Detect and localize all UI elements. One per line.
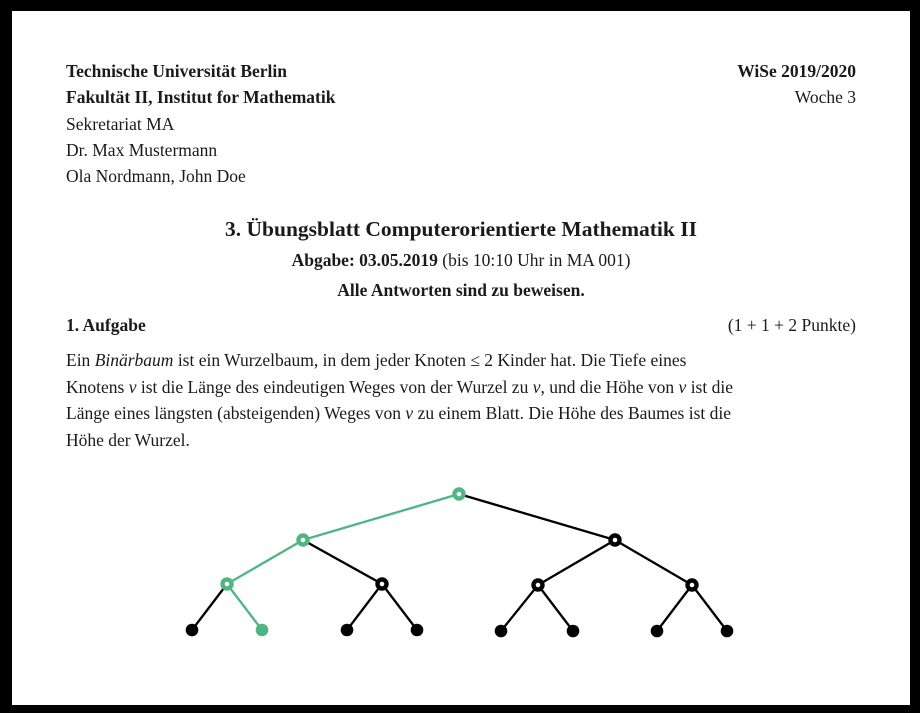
- tree-leaf-node: [341, 624, 354, 637]
- tree-inner-node: [534, 581, 543, 590]
- paragraph-line: Ein Binärbaum ist ein Wurzelbaum, in dem jeder Knoten ≤ 2 Kinder hat. Die Tiefe eines: [66, 350, 687, 371]
- tree-leaf-node: [495, 625, 508, 638]
- paragraph-line: Länge eines längsten (absteigenden) Weges von v zu einem Blatt. Die Höhe des Baumes ist die: [66, 403, 732, 424]
- secretariat-line: Sekretariat MA: [66, 113, 175, 134]
- header: [66, 58, 856, 189]
- lecturer-line: Dr. Max Mustermann: [66, 139, 218, 160]
- university-name: Technische Universität Berlin: [66, 61, 288, 81]
- exercise-number: 1. Aufgabe: [66, 315, 146, 336]
- exercise-heading-row: [66, 312, 856, 338]
- deadline-date: Abgabe: 03.05.2019: [291, 250, 438, 271]
- tree-edge: [227, 584, 262, 630]
- tree-inner-node: [223, 580, 232, 589]
- deadline-line: [66, 247, 856, 273]
- faculty-name: Fakultät II, Institut for Mathematik: [66, 87, 336, 108]
- tree-leaf-node: [721, 625, 734, 638]
- header-right: [737, 58, 856, 189]
- proof-instruction-note: Alle Antworten sind zu beweisen.: [337, 280, 585, 301]
- tree-leaf-node: [651, 625, 664, 638]
- tree-leaf-node: [567, 625, 580, 638]
- paragraph-line: Höhe der Wurzel.: [66, 429, 190, 450]
- tree-inner-node: [611, 536, 620, 545]
- tree-edge: [347, 584, 382, 630]
- tree-edge: [303, 540, 382, 584]
- tree-inner-node: [299, 536, 308, 545]
- tree-edge: [459, 494, 615, 540]
- tree-edge: [657, 585, 692, 631]
- exercise-points: (1 + 1 + 2 Punkte): [727, 315, 856, 336]
- tree-inner-node: [378, 580, 387, 589]
- tree-edge: [538, 585, 573, 631]
- tree-edge: [192, 584, 227, 630]
- tree-inner-node: [688, 581, 697, 590]
- tree-leaf-node: [186, 624, 199, 637]
- tree-edge: [692, 585, 727, 631]
- week-line: Woche 3: [794, 87, 856, 108]
- tree-edge: [501, 585, 538, 631]
- exercise-paragraph: [66, 347, 856, 453]
- deadline-details: (bis 10:10 Uhr in MA 001): [437, 250, 631, 271]
- semester-line: WiSe 2019/2020: [737, 61, 856, 81]
- tree-edge: [227, 540, 303, 584]
- tree-edge: [303, 494, 459, 540]
- paragraph-line: Knotens v ist die Länge des eindeutigen Weges von der Wurzel zu v, und die Höhe von v ist die: [66, 376, 733, 397]
- header-left: [66, 58, 335, 189]
- tree-inner-node: [455, 490, 464, 499]
- tree-leaf-node: [256, 624, 269, 637]
- sheet-title: 3. Übungsblatt Computerorientierte Mathematik II: [225, 217, 697, 242]
- tree-edge: [615, 540, 692, 585]
- tree-edge: [382, 584, 417, 630]
- tree-edge: [538, 540, 615, 585]
- tree-leaf-node: [411, 624, 424, 637]
- assistants-line: Ola Nordmann, John Doe: [66, 166, 246, 187]
